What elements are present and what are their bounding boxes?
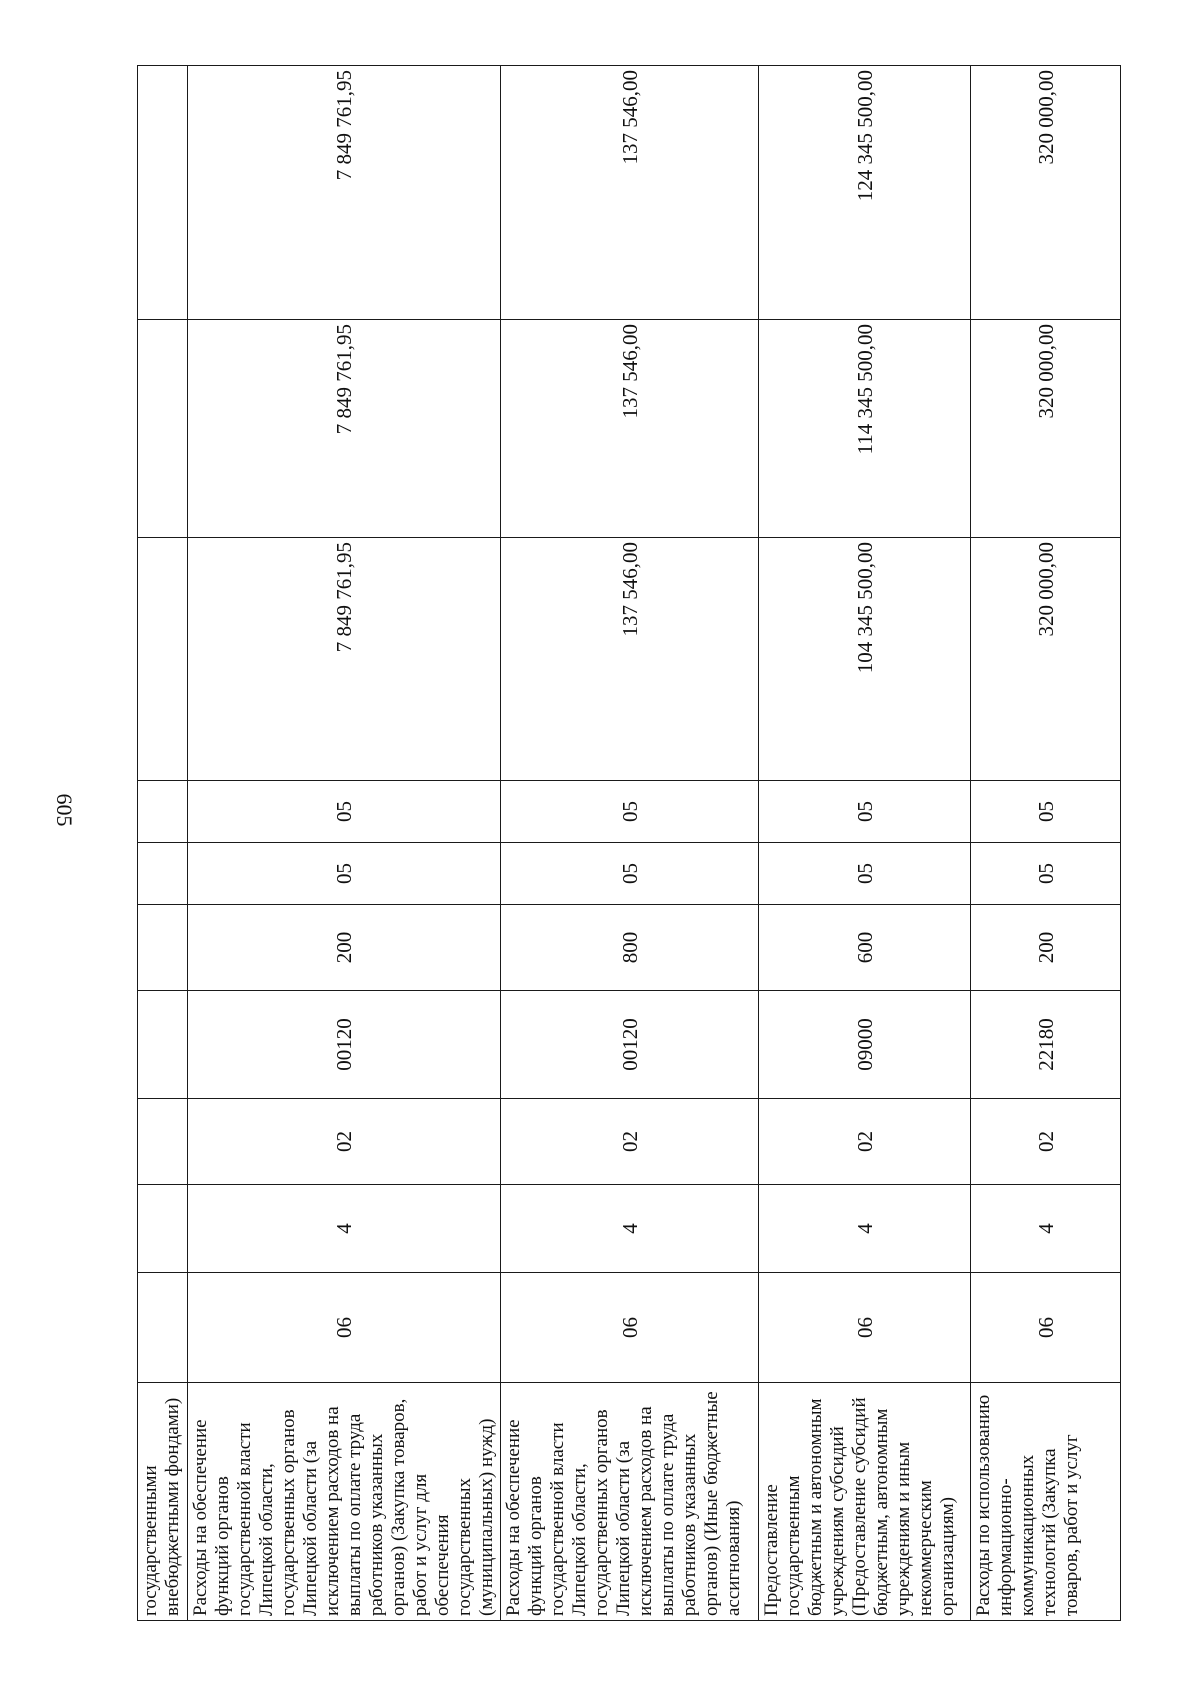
code-col-2 [138, 781, 188, 843]
amount-3: 320 000,00 [971, 66, 1121, 320]
amount-3: 124 345 500,00 [759, 66, 971, 320]
amount-1: 320 000,00 [971, 538, 1121, 781]
expense-type-code: 200 [971, 905, 1121, 991]
expense-type-code: 200 [188, 905, 501, 991]
section-code: 4 [188, 1185, 501, 1273]
amount-1: 104 345 500,00 [759, 538, 971, 781]
expense-type-code: 600 [759, 905, 971, 991]
amount-3: 7 849 761,95 [188, 66, 501, 320]
section-code: 4 [501, 1185, 759, 1273]
ved-code [138, 1273, 188, 1383]
ved-code: 06 [501, 1273, 759, 1383]
amount-2 [138, 320, 188, 538]
code-col-2: 05 [759, 781, 971, 843]
rotated-table-wrapper [137, 66, 1112, 1621]
ved-code: 06 [971, 1273, 1121, 1383]
code-col-2: 05 [971, 781, 1121, 843]
page-number: 605 [52, 793, 77, 827]
section-code [138, 1185, 188, 1273]
subsection-code: 02 [759, 1099, 971, 1185]
section-code: 4 [971, 1185, 1121, 1273]
budget-table [137, 65, 1121, 1621]
table-row [188, 66, 501, 1621]
amount-2: 7 849 761,95 [188, 320, 501, 538]
subsection-code: 02 [188, 1099, 501, 1185]
expense-type-code [138, 905, 188, 991]
row-name: государственными внебюджетными фондами) [138, 1383, 188, 1621]
subsection-code [138, 1099, 188, 1185]
ved-code: 06 [759, 1273, 971, 1383]
code-col-2: 05 [188, 781, 501, 843]
table-row [501, 66, 759, 1621]
section-code: 4 [759, 1185, 971, 1273]
code-col-1: 05 [501, 843, 759, 905]
target-code: 09000 [759, 991, 971, 1099]
ved-code: 06 [188, 1273, 501, 1383]
row-name: Расходы на обеспечение функций органов государственной власти Липецкой области, государственных органов Липецкой области (за исключением расходов на выплаты по оплате труда работников указанных органов) (Иные бюджетные ассигнования) [501, 1383, 759, 1621]
code-col-2: 05 [501, 781, 759, 843]
amount-2: 137 546,00 [501, 320, 759, 538]
target-code: 22180 [971, 991, 1121, 1099]
expense-type-code: 800 [501, 905, 759, 991]
code-col-1: 05 [759, 843, 971, 905]
amount-2: 320 000,00 [971, 320, 1121, 538]
row-name: Расходы на обеспечение функций органов государственной власти Липецкой области, государственных органов Липецкой области (за исключением расходов на выплаты по оплате труда работников указанных органов) (Закупка товаров, работ и услуг для обеспечения государственных (муниципальных) нужд) [188, 1383, 501, 1621]
subsection-code: 02 [501, 1099, 759, 1185]
table-row [971, 66, 1121, 1621]
row-name: Расходы по использованию информационно-коммуникационных технологий (Закупка товаров, работ и услуг [971, 1383, 1121, 1621]
target-code: 00120 [188, 991, 501, 1099]
amount-3: 137 546,00 [501, 66, 759, 320]
amount-2: 114 345 500,00 [759, 320, 971, 538]
amount-1 [138, 538, 188, 781]
table-row [759, 66, 971, 1621]
target-code: 00120 [501, 991, 759, 1099]
amount-3 [138, 66, 188, 320]
subsection-code: 02 [971, 1099, 1121, 1185]
row-name: Предоставление государственным бюджетным и автономным учреждениям субсидий (Предоставление субсидий бюджетным, автономным учреждениям и иным некоммерческим организациям) [759, 1383, 971, 1621]
code-col-1: 05 [188, 843, 501, 905]
amount-1: 137 546,00 [501, 538, 759, 781]
amount-1: 7 849 761,95 [188, 538, 501, 781]
table-row [138, 66, 188, 1621]
code-col-1 [138, 843, 188, 905]
code-col-1: 05 [971, 843, 1121, 905]
target-code [138, 991, 188, 1099]
